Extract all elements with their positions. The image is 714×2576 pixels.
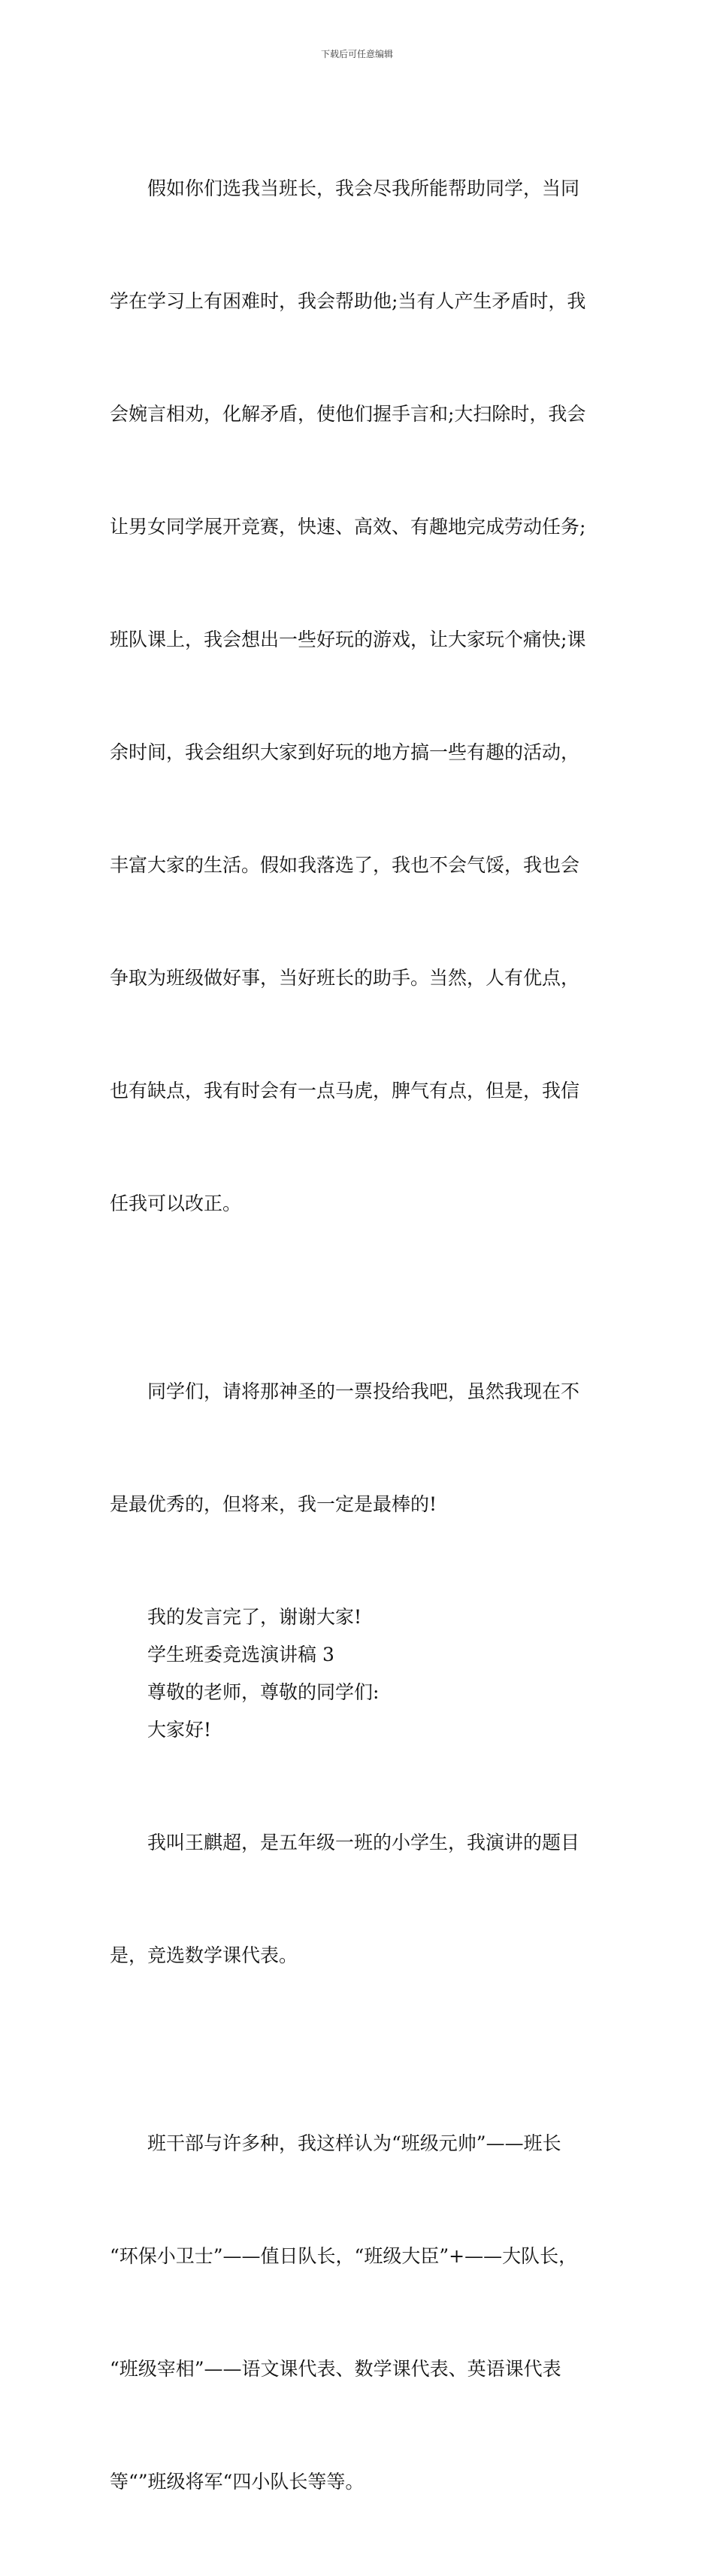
text-line: 会婉言相劝，化解矛盾，使他们握手言和;大扫除时，我会 — [110, 403, 586, 425]
text-line: 是最优秀的，但将来，我一定是最棒的! — [110, 1493, 437, 1515]
text-line: 任我可以改正。 — [110, 1193, 242, 1214]
text-line: “环保小卫士”——值日队长，“班级大臣”+——大队长， — [110, 2245, 578, 2267]
text-line: “班级宰相”——语文课代表、数学课代表、英语课代表 — [110, 2358, 561, 2380]
document-body — [110, 95, 609, 2576]
text-line: 让男女同学展开竞赛，快速、高效、有趣地完成劳动任务; — [110, 516, 586, 538]
text-line: 我叫王麒超，是五年级一班的小学生，我演讲的题目 — [147, 1832, 580, 1853]
paragraph-class-roles — [110, 2050, 609, 2576]
text-line: 争取为班级做好事，当好班长的助手。当然，人有优点， — [110, 967, 580, 989]
text-line: 班队课上，我会想出一些好玩的游戏，让大家玩个痛快;课 — [110, 629, 586, 650]
text-line: 同学们，请将那神圣的一票投给我吧，虽然我现在不 — [147, 1380, 580, 1402]
text-line: 假如你们选我当班长，我会尽我所能帮助同学，当同 — [147, 177, 580, 199]
paragraph-self-introduction — [110, 1749, 609, 2050]
text-line: 也有缺点，我有时会有一点马虎，脾气有点，但是，我信 — [110, 1080, 580, 1102]
paragraph-vote-appeal — [110, 1298, 609, 1599]
salutation: 尊敬的老师，尊敬的同学们: — [147, 1681, 380, 1703]
page-header-note: 下载后可任意编辑 — [320, 49, 393, 59]
text-line: 是，竞选数学课代表。 — [110, 1944, 298, 1966]
text-line: 等“”班级将军“四小队长等等。 — [110, 2471, 365, 2493]
text-line: 丰富大家的生活。假如我落选了，我也不会气馁，我也会 — [110, 854, 580, 876]
text-line: 班干部与许多种，我这样认为“班级元帅”——班长 — [147, 2132, 561, 2154]
paragraph-closing-thanks: 我的发言完了，谢谢大家! — [147, 1606, 362, 1628]
text-line: 余时间，我会组织大家到好玩的地方搞一些有趣的活动， — [110, 741, 580, 763]
text-line: 学在学习上有困难时，我会帮助他;当有人产生矛盾时，我 — [110, 290, 586, 312]
paragraph-class-monitor-promise — [110, 95, 609, 1298]
greeting: 大家好! — [147, 1719, 212, 1741]
section-title: 学生班委竞选演讲稿 3 — [147, 1644, 334, 1665]
